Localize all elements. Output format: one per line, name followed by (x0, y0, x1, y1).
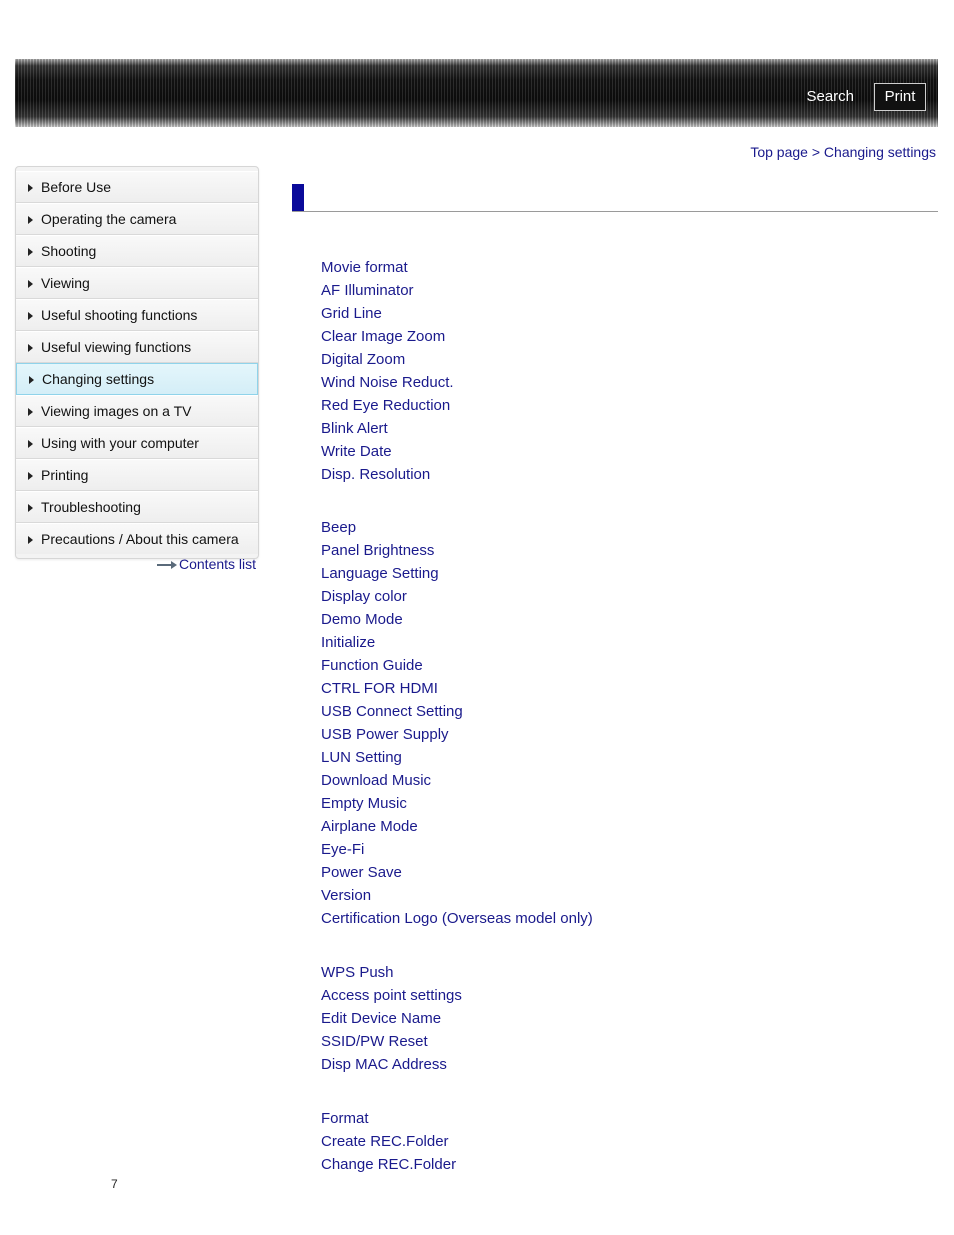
arrow-right-icon (157, 561, 177, 569)
sidebar-item-precautions-about-this-camera[interactable] (16, 523, 258, 554)
sidebar-item-viewing-images-on-a-tv[interactable] (16, 395, 258, 427)
triangle-right-icon (28, 280, 33, 288)
link-item[interactable]: WPS Push (321, 964, 394, 981)
sidebar-item-useful-viewing-functions[interactable] (16, 331, 258, 363)
sidebar-item-label: Troubleshooting (41, 499, 141, 515)
title-accent-bar (292, 184, 304, 212)
link-item[interactable]: Create REC.Folder (321, 1133, 449, 1150)
link-item[interactable]: Eye-Fi (321, 841, 365, 858)
link-item[interactable]: AF Illuminator (321, 282, 414, 299)
triangle-right-icon (28, 248, 33, 256)
sidebar-item-label: Operating the camera (41, 211, 177, 227)
sidebar-item-label: Changing settings (42, 371, 155, 387)
sidebar-item-label: Viewing (41, 275, 90, 291)
breadcrumb-separator: > (811, 144, 821, 160)
sidebar-item-label: Useful viewing functions (41, 339, 192, 355)
link-item[interactable]: Write Date (321, 443, 392, 460)
triangle-right-icon (28, 312, 33, 320)
link-item[interactable]: Movie format (321, 259, 408, 276)
link-item[interactable]: Beep (321, 519, 357, 536)
link-item[interactable]: USB Power Supply (321, 726, 449, 743)
link-item[interactable]: Grid Line (321, 305, 382, 322)
breadcrumb-current[interactable]: Changing settings (823, 144, 936, 160)
link-item[interactable]: Language Setting (321, 565, 439, 582)
search-link[interactable]: Search (806, 88, 854, 105)
link-item[interactable]: Access point settings (321, 987, 462, 1004)
link-item[interactable]: Airplane Mode (321, 818, 418, 835)
link-item[interactable]: Digital Zoom (321, 351, 406, 368)
triangle-right-icon (28, 472, 33, 480)
breadcrumb-top-page[interactable]: Top page (750, 144, 808, 160)
link-item[interactable]: Format (321, 1110, 369, 1127)
link-item[interactable]: Red Eye Reduction (321, 397, 451, 414)
link-item[interactable]: Edit Device Name (321, 1010, 442, 1027)
sidebar-item-label: Viewing images on a TV (41, 403, 192, 419)
settings-group-shooting (321, 256, 454, 486)
sidebar-item-label: Before Use (41, 179, 112, 195)
triangle-right-icon (28, 216, 33, 224)
title-divider (292, 211, 938, 212)
sidebar-item-viewing[interactable] (16, 267, 258, 299)
contents-list-link[interactable] (157, 556, 256, 572)
sidebar-nav (15, 166, 259, 559)
sidebar-item-label: Shooting (41, 243, 97, 259)
contents-list-label: Contents list (179, 556, 257, 572)
link-item[interactable]: Display color (321, 588, 407, 605)
sidebar-item-printing[interactable] (16, 459, 258, 491)
link-item[interactable]: USB Connect Setting (321, 703, 463, 720)
link-item[interactable]: Version (321, 887, 372, 904)
sidebar-item-changing-settings[interactable] (16, 363, 258, 395)
link-item[interactable]: Power Save (321, 864, 402, 881)
link-item[interactable]: CTRL FOR HDMI (321, 680, 438, 697)
triangle-right-icon (29, 376, 34, 384)
link-item[interactable]: Disp. Resolution (321, 466, 431, 483)
link-item[interactable]: Wind Noise Reduct. (321, 374, 454, 391)
triangle-right-icon (28, 536, 33, 544)
sidebar-item-operating-the-camera[interactable] (16, 203, 258, 235)
page-number: 7 (111, 1177, 118, 1191)
settings-group-main (321, 516, 593, 930)
sidebar-item-useful-shooting-functions[interactable] (16, 299, 258, 331)
triangle-right-icon (28, 440, 33, 448)
link-item[interactable]: Panel Brightness (321, 542, 435, 559)
triangle-right-icon (28, 184, 33, 192)
header-bar (15, 59, 938, 127)
settings-group-memory (321, 1107, 456, 1176)
link-item[interactable]: Empty Music (321, 795, 407, 812)
link-item[interactable]: SSID/PW Reset (321, 1033, 428, 1050)
print-button[interactable]: Print (874, 83, 926, 111)
sidebar-item-troubleshooting[interactable] (16, 491, 258, 523)
link-item[interactable]: Initialize (321, 634, 376, 651)
breadcrumb (750, 144, 936, 160)
sidebar-item-using-with-your-computer[interactable] (16, 427, 258, 459)
link-item[interactable]: Disp MAC Address (321, 1056, 447, 1073)
link-item[interactable]: Blink Alert (321, 420, 388, 437)
sidebar-item-shooting[interactable] (16, 235, 258, 267)
triangle-right-icon (28, 504, 33, 512)
triangle-right-icon (28, 408, 33, 416)
link-item[interactable]: Demo Mode (321, 611, 403, 628)
sidebar-item-before-use[interactable] (16, 171, 258, 203)
link-item[interactable]: Function Guide (321, 657, 423, 674)
sidebar-item-label: Useful shooting functions (41, 307, 198, 323)
link-item[interactable]: LUN Setting (321, 749, 402, 766)
link-item[interactable]: Certification Logo (Overseas model only) (321, 910, 593, 927)
sidebar-item-label: Using with your computer (41, 435, 199, 451)
link-item[interactable]: Clear Image Zoom (321, 328, 446, 345)
sidebar-item-label: Precautions / About this camera (41, 531, 239, 547)
link-item[interactable]: Change REC.Folder (321, 1156, 457, 1173)
triangle-right-icon (28, 344, 33, 352)
link-item[interactable]: Download Music (321, 772, 432, 789)
settings-group-wireless (321, 961, 462, 1076)
sidebar-item-label: Printing (41, 467, 89, 483)
